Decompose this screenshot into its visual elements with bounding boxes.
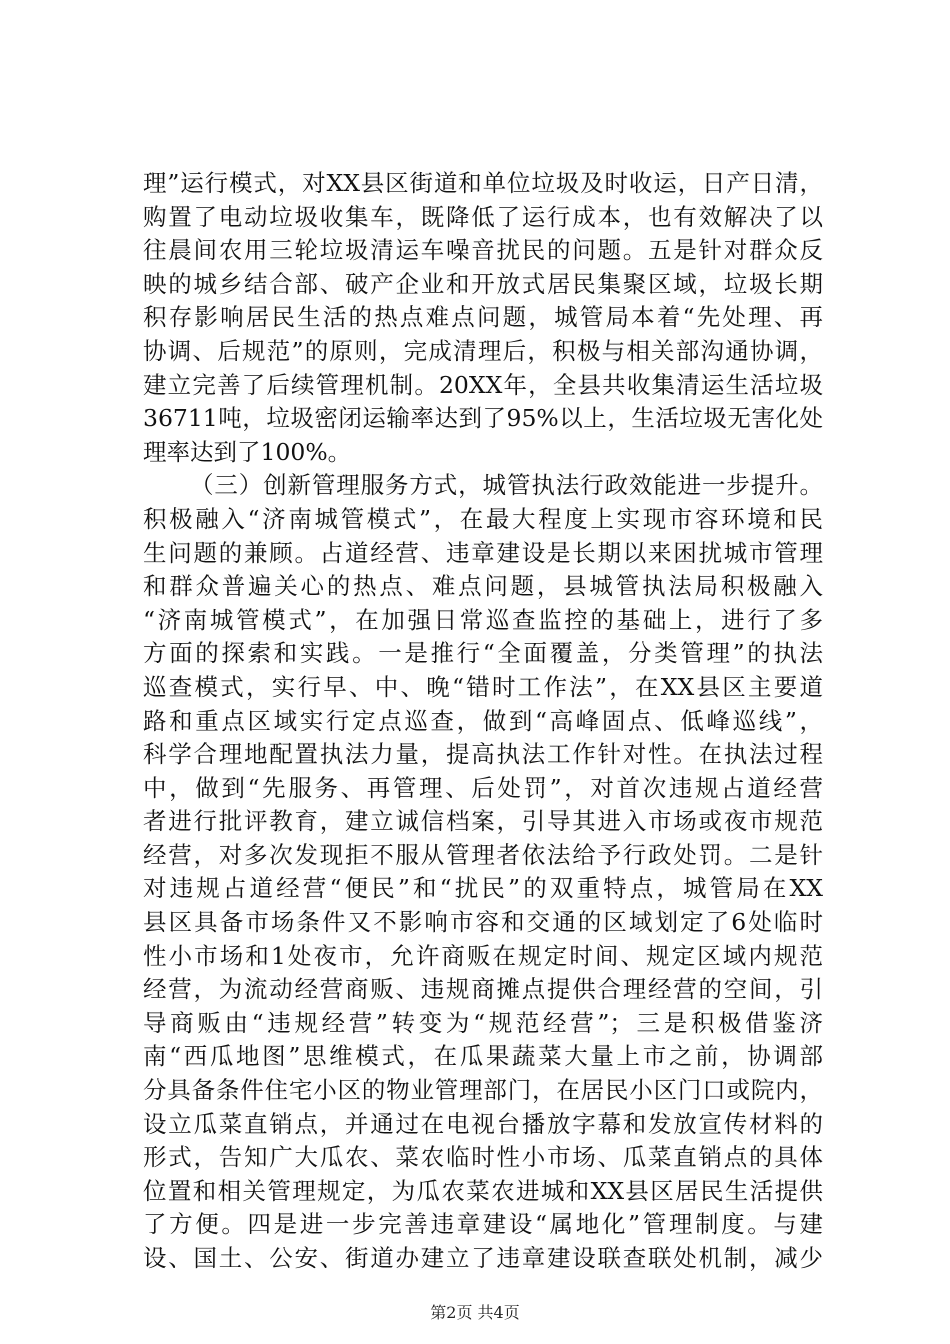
text-line: 购置了电动垃圾收集车，既降低了运行成本，也有效解决了以 <box>143 202 823 231</box>
text-line: 县区具备市场条件又不影响市容和交通的区域划定了6处临时 <box>143 908 823 937</box>
page-footer <box>0 1303 950 1323</box>
text-line: 性小市场和1处夜市，允许商贩在规定时间、规定区域内规范 <box>143 941 823 970</box>
body-text <box>143 167 823 1276</box>
text-line: 36711吨，垃圾密闭运输率达到了95%以上，生活垃圾无害化处 <box>143 404 823 433</box>
paragraph-1 <box>143 167 823 469</box>
text-line: 积极融入“济南城管模式”，在最大程度上实现市容环境和民 <box>143 504 823 533</box>
text-line: 路和重点区域实行定点巡查，做到“高峰固点、低峰巡线”， <box>143 706 823 735</box>
text-line: 设、国土、公安、街道办建立了违章建设联查联处机制，减少 <box>143 1244 823 1272</box>
page-number-label: 第2页 共4页 <box>430 1303 520 1322</box>
text-line: 方面的探索和实践。一是推行“全面覆盖，分类管理”的执法 <box>143 639 823 668</box>
text-line: 生问题的兼顾。占道经营、违章建设是长期以来困扰城市管理 <box>143 538 823 567</box>
text-line: “济南城管模式”，在加强日常巡查监控的基础上，进行了多 <box>143 605 823 634</box>
text-line: 了方便。四是进一步完善违章建设“属地化”管理制度。与建 <box>143 1210 823 1239</box>
text-line: 分具备条件住宅小区的物业管理部门，在居民小区门口或院内， <box>143 1076 823 1105</box>
text-line: 经营，为流动经营商贩、违规商摊点提供合理经营的空间，引 <box>143 975 823 1004</box>
text-line: 和群众普遍关心的热点、难点问题，县城管执法局积极融入 <box>143 572 823 601</box>
text-line: 中，做到“先服务、再管理、后处罚”，对首次违规占道经营 <box>143 773 823 802</box>
text-line: 理率达到了100%。 <box>143 437 352 466</box>
paragraph-2 <box>143 469 823 1275</box>
text-line: 设立瓜菜直销点，并通过在电视台播放字幕和发放宣传材料的 <box>143 1109 823 1138</box>
text-line: 经营，对多次发现拒不服从管理者依法给予行政处罚。二是针 <box>143 840 823 869</box>
text-line: 往晨间农用三轮垃圾清运车噪音扰民的问题。五是针对群众反 <box>143 236 823 265</box>
text-line: 对违规占道经营“便民”和“扰民”的双重特点，城管局在XX <box>143 874 823 903</box>
text-line: 积存影响居民生活的热点难点问题，城管局本着“先处理、再 <box>143 303 823 332</box>
text-line: 协调、后规范”的原则，完成清理后，积极与相关部沟通协调， <box>143 336 823 365</box>
text-line: 南“西瓜地图”思维模式，在瓜果蔬菜大量上市之前，协调部 <box>143 1042 823 1071</box>
text-line: 者进行批评教育，建立诚信档案，引导其进入市场或夜市规范 <box>143 807 823 836</box>
text-line: 导商贩由“违规经营”转变为“规范经营”；三是积极借鉴济 <box>143 1008 823 1037</box>
text-line: 巡查模式，实行早、中、晚“错时工作法”，在XX县区主要道 <box>143 672 823 701</box>
text-line: 科学合理地配置执法力量，提高执法工作针对性。在执法过程 <box>143 740 823 769</box>
text-line: 建立完善了后续管理机制。20XX年，全县共收集清运生活垃圾 <box>143 370 823 399</box>
text-line: 映的城乡结合部、破产企业和开放式居民集聚区域，垃圾长期 <box>143 269 823 298</box>
section-heading-line: （三）创新管理服务方式，城管执法行政效能进一步提升。 <box>190 471 823 500</box>
text-line: 理”运行模式，对XX县区街道和单位垃圾及时收运，日产日清， <box>143 169 823 197</box>
text-line: 位置和相关管理规定，为瓜农菜农进城和XX县区居民生活提供 <box>143 1176 823 1205</box>
text-line: 形式，告知广大瓜农、菜农临时性小市场、瓜菜直销点的具体 <box>143 1143 823 1172</box>
